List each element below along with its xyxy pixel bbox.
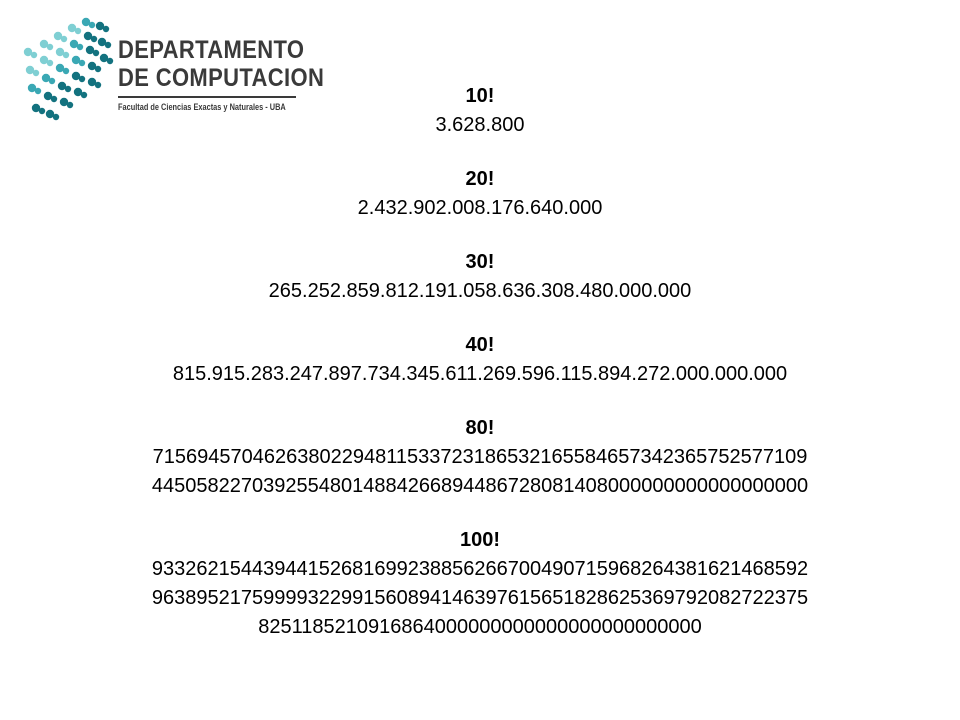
factorial-label: 10!	[465, 85, 495, 107]
factorial-label: 80!	[465, 417, 495, 439]
factorial-value: 265.252.859.812.191.058.636.308.480.000.000	[268, 280, 692, 302]
logo-title-line1: DEPARTAMENTO	[118, 36, 305, 64]
factorial-label: 100!	[459, 529, 501, 551]
factorial-entry-10	[0, 82, 960, 140]
factorial-value: 3.628.800	[435, 114, 525, 136]
factorial-value: 2.432.902.008.176.640.000	[357, 197, 603, 219]
factorial-value-line: 71569457046263802294811533723186532165584657342365752577109	[152, 446, 808, 468]
logo-subtitle: Facultad de Ciencias Exactas y Naturales - UBA	[118, 102, 286, 112]
factorial-value-line: 44505822703925548014884266894486728081408000000000000000000	[151, 475, 809, 497]
factorial-label: 40!	[465, 334, 495, 356]
logo-title-line2: DE COMPUTACION	[118, 64, 325, 92]
factorial-label: 30!	[465, 251, 495, 273]
factorial-value-line: 93326215443944152681699238856266700490715968264381621468592	[151, 558, 809, 580]
factorial-value: 815.915.283.247.897.734.345.611.269.596.115.894.272.000.000.000	[172, 363, 788, 385]
factorial-value-line: 8251185210916864000000000000000000000000	[258, 616, 702, 638]
factorial-value-line: 96389521759999322991560894146397615651828625369792082722375	[151, 587, 809, 609]
factorial-entry-40	[0, 331, 960, 389]
factorial-entry-20	[0, 165, 960, 223]
factorial-entry-80	[0, 414, 960, 501]
factorial-entry-100	[0, 526, 960, 642]
factorial-list	[0, 82, 960, 667]
factorial-label: 20!	[465, 168, 495, 190]
factorial-entry-30	[0, 248, 960, 306]
